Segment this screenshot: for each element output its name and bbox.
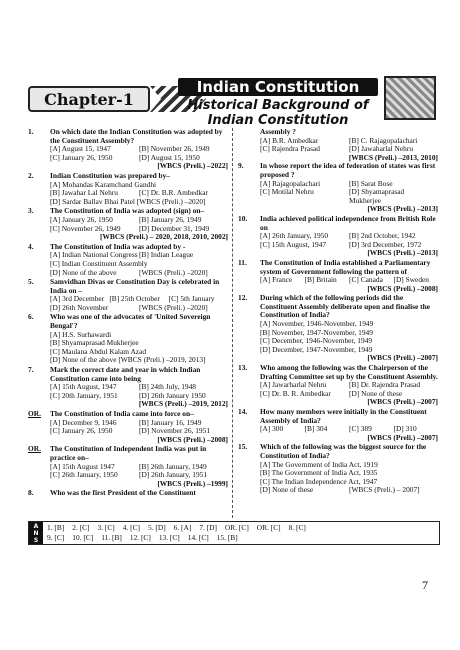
option: [C] November 26, 1949 [50, 223, 121, 233]
option: [A] January 26, 1950 [50, 214, 113, 224]
question-number: 3. [28, 206, 34, 216]
question-body [260, 259, 438, 293]
question-body [50, 366, 228, 409]
option: [C] Maulana Abdul Kalam Azad [50, 346, 147, 356]
question-stem: How many members were initially in the Constituent Assembly of India? [260, 407, 427, 425]
answer-item: 8. [C] [288, 523, 306, 532]
answer-item: OR. [C] [224, 523, 249, 532]
question [28, 278, 228, 312]
option: [B] Indian League [139, 250, 194, 260]
exam-reference: [WBCS (Preli.) –2022] [157, 161, 228, 171]
option: [B] Britain [304, 275, 337, 285]
answer-item: 13. [C] [158, 533, 180, 542]
question-number: OR. [28, 409, 41, 418]
question-number: 11. [238, 257, 247, 267]
question-stem: In whose report the idea of federation of states was first proposed ? [260, 161, 436, 179]
answer-row [47, 533, 439, 543]
question-body [260, 443, 438, 495]
answer-item: 9. [C] [47, 533, 65, 542]
answer-item: 7. [D] [199, 523, 217, 532]
question-stem: The Constitution of India was adopted by - [50, 241, 186, 251]
exam-reference: [WBCS (Preli.) –2013] [367, 248, 438, 258]
question-number: OR. [28, 444, 41, 454]
question [238, 294, 438, 363]
option: [A] August 15, 1947 [50, 144, 111, 154]
column-divider [232, 128, 233, 518]
answer-tag-n: N [33, 529, 39, 537]
question-body [50, 313, 228, 365]
answer-item: 4. [C] [122, 523, 140, 532]
option: [D] None of these [349, 388, 403, 398]
answer-item: 15. [B] [216, 533, 238, 542]
option: [WBCS (Preli.) – 2007] [349, 485, 420, 495]
question-number: 1. [28, 127, 34, 136]
option: [B] 2nd October, 1942 [349, 231, 416, 241]
option: [B] January 16, 1949 [139, 417, 202, 427]
option: [D] Shyamaprasad Mukherjee [349, 187, 405, 205]
right-column [238, 128, 438, 496]
option: [D] Sweden [393, 275, 430, 285]
question-stem: The Constitution of Independent India was put in practice on– [50, 444, 207, 462]
option-row [50, 304, 228, 313]
option: [B] The Government of India Act, 1935 [260, 468, 378, 478]
option: [C] Canada [349, 275, 383, 285]
question-body [260, 408, 438, 442]
question-stem: Who was the first President of the Constituent [50, 488, 196, 498]
question [238, 364, 438, 407]
option: [D] 3rd December, 1972 [349, 239, 422, 249]
question-body [260, 364, 438, 407]
question [238, 259, 438, 293]
question-body [50, 243, 228, 277]
option: [A] Jawarharlal Nehru [260, 380, 327, 390]
option: [WBCS (Preli.) –2020] [139, 267, 208, 277]
question-stem: During which of the following periods did the Constituent Assembly deliberate upon and finalise the Constitution of India? [260, 293, 431, 320]
option: [D] 26th January, 1951 [139, 470, 208, 480]
exam-reference: [WBCS (Preli.) –2007] [367, 353, 438, 363]
question-number: 14. [238, 407, 248, 416]
answer-item: 1. [B] [47, 523, 65, 532]
question [238, 162, 438, 214]
question-stem: Which of the following was the biggest source for the Constitution of India? [260, 442, 427, 460]
question-body [50, 278, 228, 312]
question-number: 8. [28, 488, 34, 498]
answer-item: 6. [A] [173, 523, 192, 532]
option: [B] C. Rajagopalachari [349, 135, 418, 145]
question-stem: Indian Constitution was prepared by– [50, 170, 171, 180]
option: [D] None of the above [WBCS (Preli.) –2019, 2013] [50, 355, 206, 365]
chapter-label: Chapter-1 [28, 86, 150, 112]
continuation-stem: Assembly ? [260, 127, 296, 136]
question [28, 410, 228, 444]
exam-reference: [WBCS (Preli.) –2007] [367, 397, 438, 407]
option: [B] 26th January, 1949 [139, 461, 207, 471]
question-number: 9. [238, 161, 244, 171]
option: [WBCS (Preli.) –2020] [139, 302, 208, 312]
option: [C] Dr. B.R. Ambedkar [139, 188, 208, 198]
option: [B] January 26, 1949 [139, 214, 202, 224]
option: [A] The Government of India Act, 1919 [260, 459, 378, 469]
option: [C] 15th August, 1947 [260, 239, 327, 249]
option: [C] Motilal Nehru [260, 187, 314, 197]
question-body [260, 294, 438, 363]
exam-reference: [WBCS (Preli.) –2007] [367, 432, 438, 442]
question-number: 13. [238, 363, 248, 373]
option: [A] 300 [260, 424, 284, 434]
answer-item: 10. [C] [72, 533, 94, 542]
question-stem: The Constitution of India was adopted (sign) on– [50, 206, 205, 216]
exam-reference: [WBCS (Preli.) –2008] [157, 434, 228, 444]
option: [A] 15th August, 1947 [50, 382, 117, 392]
chapter-title: Indian Constitution [178, 78, 378, 96]
option: [C] 26th January, 1950 [50, 470, 118, 480]
question [28, 172, 228, 206]
continuation-options [238, 137, 438, 154]
answer-item: 5. [D] [148, 523, 166, 532]
answer-row [47, 523, 439, 533]
question-number: 6. [28, 312, 34, 322]
question-number: 10. [238, 213, 248, 223]
option: [D] Sardar Ballav Bhai Patel [WBCS (Preli.) –2020] [50, 196, 206, 206]
exam-reference: [WBCS (Preli.) –2019, 2012] [138, 399, 228, 409]
question-stem: Who was one of the advocates of 'United Sovereign Bengal'? [50, 312, 211, 331]
question [238, 408, 438, 442]
subtitle-line-1: Historical Background of [187, 98, 369, 113]
question-body [50, 489, 228, 498]
option: [D] 310 [393, 424, 417, 434]
page-number: 7 [422, 578, 428, 592]
question-body [50, 128, 228, 171]
question-stem: The Constitution of India established a Parliamentary system of Government following the pattern of [260, 257, 431, 276]
right-questions [238, 162, 438, 495]
question [238, 215, 438, 258]
option: [C] January 26, 1950 [50, 152, 113, 162]
question [238, 443, 438, 495]
option-row [50, 269, 228, 278]
question [28, 207, 228, 241]
option-row [50, 198, 228, 207]
option: [C] Indian Constituent Assembly [50, 258, 148, 268]
answer-item: 11. [B] [101, 533, 122, 542]
question-stem: India achieved political independence from British Role on [260, 213, 436, 232]
option: [A] Indian National Congress [50, 250, 138, 260]
answer-key [28, 521, 440, 545]
question [28, 445, 228, 488]
question-stem: Samvidhan Divas or Constitution Day is celebrated in India on – [50, 277, 220, 295]
option: [A] Mohandas Karamchand Gandhi [50, 179, 157, 189]
answer-tag [29, 522, 43, 544]
option: [A] 3rd December [50, 294, 105, 304]
question-stem: Mark the correct date and year in which Indian Constitution came into being [50, 365, 201, 383]
question-stem: Who among the following was the Chairperson of the Drafting Committee set up by the Constituent Assembly. [260, 363, 438, 381]
exam-reference: [WBCS (Preli.) –1999] [157, 478, 228, 488]
option: [A] Rajagopalachari [260, 178, 321, 188]
option: [D] December, 1947-November, 1949 [260, 344, 373, 354]
question-body [50, 410, 228, 444]
answer-item: 14. [C] [187, 533, 209, 542]
option: [B] November, 1947-November, 1949 [260, 327, 373, 337]
option-row [260, 188, 438, 205]
option: [D] August 15, 1950 [139, 152, 200, 162]
option-row [260, 486, 438, 495]
answer-grid [43, 522, 439, 544]
question [28, 128, 228, 171]
option: [A] 26th January, 1950 [260, 231, 329, 241]
question-body [50, 445, 228, 488]
option: [C] December, 1946-November, 1949 [260, 336, 373, 346]
option: [C] The Indian Independence Act, 1947 [260, 476, 378, 486]
exam-reference: [WBCS (Preli.) –2013] [367, 204, 438, 214]
question-number: 7. [28, 365, 34, 375]
answer-tag-a: A [33, 522, 39, 530]
option: [C] Rajendra Prasad [260, 144, 320, 154]
answer-tag-s: S [33, 536, 39, 544]
option: [B] November 26, 1949 [139, 144, 210, 154]
exam-reference: [WBCS (Preli.) –2008] [367, 283, 438, 293]
emblem-image [384, 76, 436, 120]
option: [A] B.R. Ambedkar [260, 135, 319, 145]
option: [B] Jawahar Lal Nehru [50, 188, 118, 198]
question-number: 5. [28, 277, 34, 287]
question-number: 4. [28, 241, 34, 251]
option: [D] 26th November [50, 302, 109, 312]
option: [A] 15th August 1947 [50, 461, 115, 471]
question [28, 313, 228, 365]
question [28, 489, 228, 498]
exam-reference: [WBCS (Preli.) – 2020, 2018, 2010, 2002] [100, 232, 228, 242]
option: [C] 389 [349, 424, 372, 434]
option: [C] Dr. B. R. Ambedkar [260, 388, 331, 398]
option: [B] 304 [304, 424, 328, 434]
option: [D] None of the above [50, 267, 117, 277]
option: [D] November 26, 1951 [139, 426, 211, 436]
answer-item: OR. [C] [256, 523, 281, 532]
option: [B] 24th July, 1948 [139, 382, 197, 392]
continuation-ref: [WBCS (Preli.) –2013, 2010] [348, 152, 438, 162]
question-body [260, 162, 438, 214]
option: [D] Jawaharlal Nehru [349, 144, 414, 154]
answer-item: 3. [C] [97, 523, 115, 532]
question-stem: On which date the Indian Constitution was adopted by the Constituent Assembly? [50, 127, 223, 145]
question-body [260, 215, 438, 258]
question-body [50, 172, 228, 206]
option: [A] H.S. Surhawardi [50, 329, 112, 339]
answer-item: 12. [C] [129, 533, 151, 542]
option: [D] December 31, 1949 [139, 223, 210, 233]
option: [D] None of these [260, 485, 314, 495]
question-body [50, 207, 228, 241]
subtitle-line-2: Indian Constitution [207, 113, 349, 128]
option: [B] Shyamaprasad Mukherjee [50, 338, 139, 348]
option: [B] 25th October [109, 294, 160, 304]
option: [B] Sarat Bose [349, 178, 393, 188]
option: [C] 5th January [168, 294, 215, 304]
option: [B] Dr. Rajendra Prasad [349, 380, 421, 390]
option: [A] France [260, 275, 293, 285]
question-stem: The Constitution of India came into force on– [50, 409, 194, 418]
left-column [28, 128, 228, 499]
question-number: 15. [238, 442, 248, 452]
chapter-subtitle [178, 98, 378, 128]
option: [C] 20th January, 1951 [50, 390, 118, 400]
question [28, 243, 228, 277]
option: [A] December 9, 1946 [50, 417, 117, 427]
option: [A] November, 1946-November, 1949 [260, 319, 374, 329]
question [28, 366, 228, 409]
question-number: 2. [28, 170, 34, 180]
question-number: 12. [238, 293, 248, 303]
option-row [50, 356, 228, 365]
answer-item: 2. [C] [72, 523, 90, 532]
option: [D] 26th January 1950 [139, 390, 206, 400]
option: [C] January 26, 1950 [50, 426, 113, 436]
